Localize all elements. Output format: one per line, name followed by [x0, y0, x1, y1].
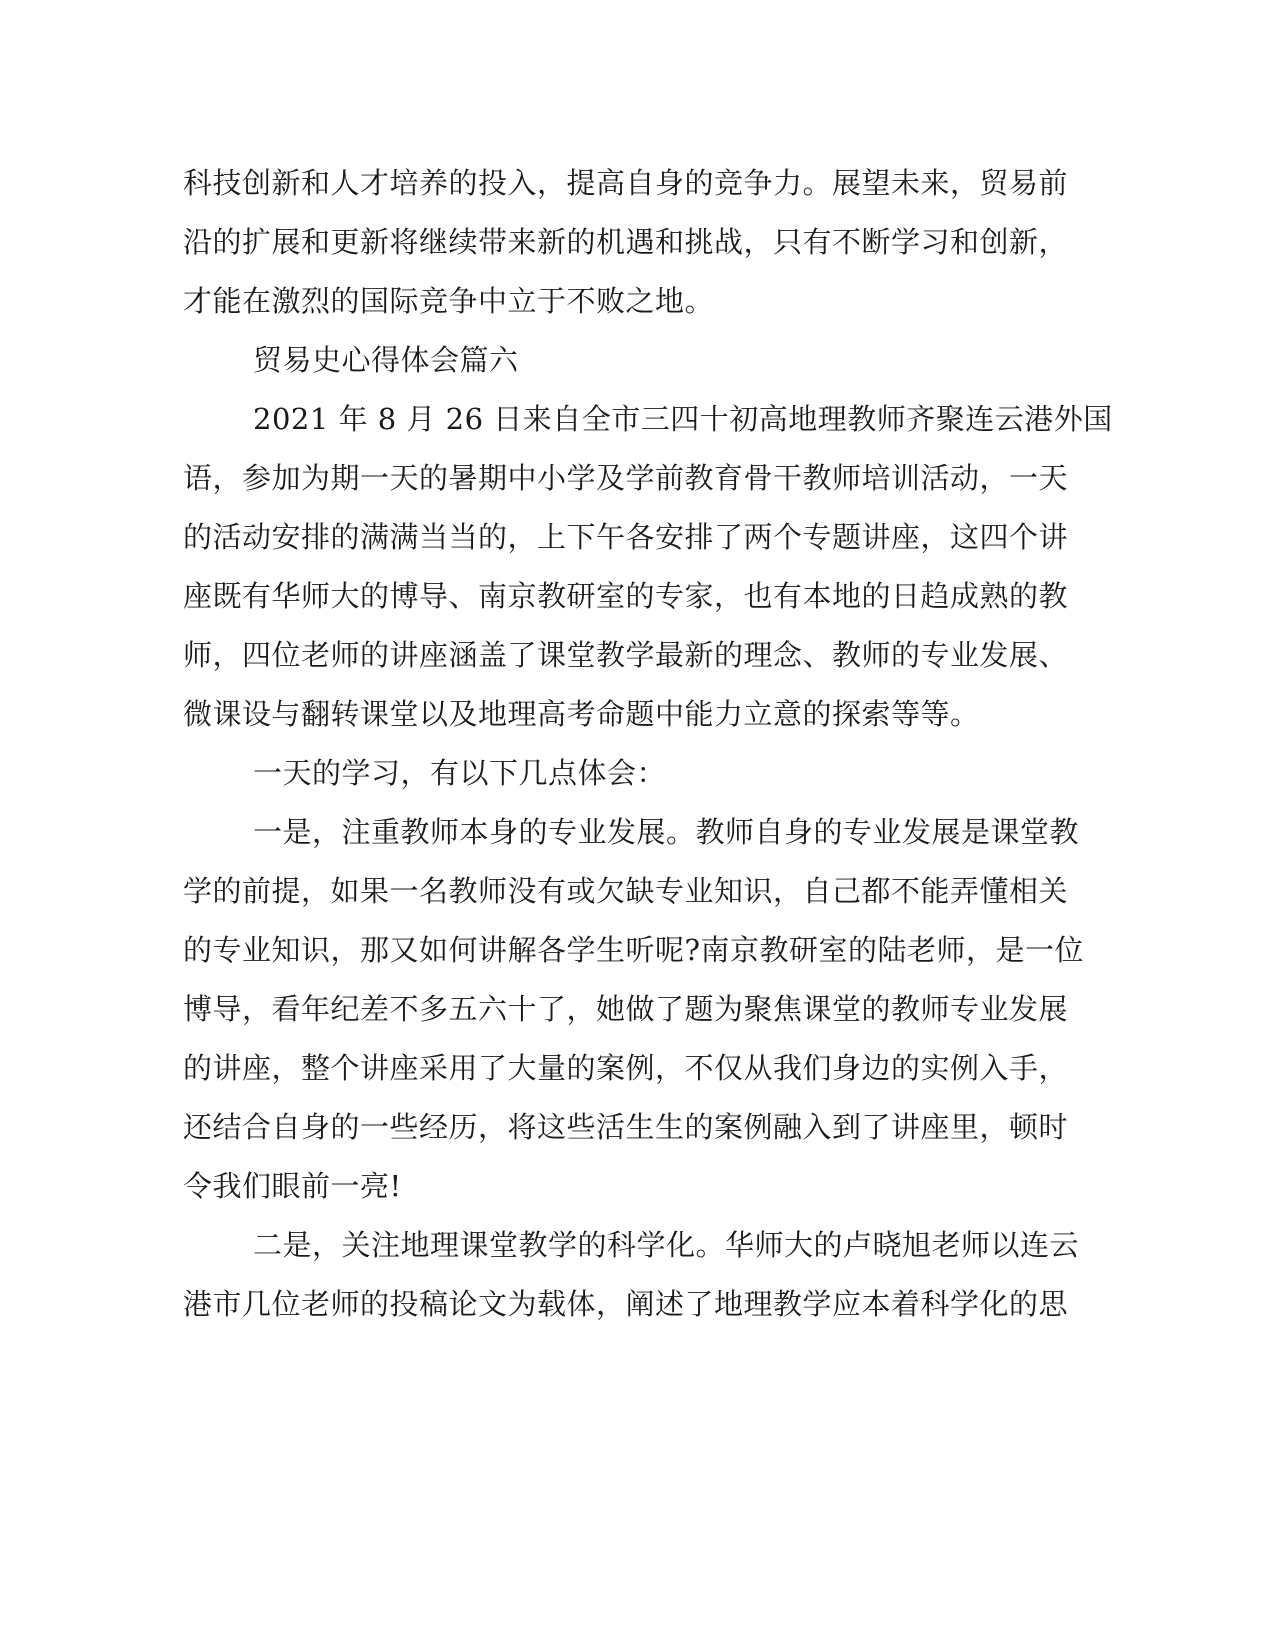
- text-line: 2021 年 8 月 26 日来自全市三四十初高地理教师齐聚连云港外国: [253, 402, 1113, 436]
- section-heading: [183, 335, 1063, 394]
- text-line: 的活动安排的满满当当的，上下午各安排了两个专题讲座，这四个讲: [183, 520, 1069, 554]
- text-line: 语，参加为期一天的暑期中小学及学前教育骨干教师培训活动，一天: [183, 461, 1069, 495]
- text-line: 一天的学习，有以下几点体会：: [253, 756, 667, 790]
- text-line: 二是，关注地理课堂教学的科学化。华师大的卢晓旭老师以连云: [253, 1228, 1080, 1262]
- text-line: 沿的扩展和更新将继续带来新的机遇和挑战，只有不断学习和创新，: [183, 225, 1069, 259]
- heading-text: 贸易史心得体会篇六: [253, 343, 519, 377]
- text-line: 科技创新和人才培养的投入，提高自身的竞争力。展望未来，贸易前: [183, 166, 1069, 200]
- text-line: 还结合自身的一些经历，将这些活生生的案例融入到了讲座里，顿时: [183, 1110, 1069, 1144]
- paragraph-training-event: [183, 394, 1113, 748]
- text-line: 的专业知识，那又如何讲解各学生听呢?南京教研室的陆老师，是一位: [183, 933, 1085, 967]
- paragraph-trade-outlook: [183, 158, 1069, 335]
- paragraph-point-one: [183, 807, 1085, 1220]
- text-line: 博导，看年纪差不多五六十了，她做了题为聚焦课堂的教师专业发展: [183, 992, 1069, 1026]
- document-body: [183, 158, 1113, 1338]
- text-line: 座既有华师大的博导、南京教研室的专家，也有本地的日趋成熟的教: [183, 579, 1069, 613]
- text-line: 才能在激烈的国际竞争中立于不败之地。: [183, 284, 715, 318]
- text-line: 港市几位老师的投稿论文为载体，阐述了地理教学应本着科学化的思: [183, 1287, 1069, 1321]
- text-line: 的讲座，整个讲座采用了大量的案例，不仅从我们身边的实例入手，: [183, 1051, 1069, 1085]
- paragraph-summary-intro: [183, 748, 1063, 807]
- text-line: 令我们眼前一亮!: [183, 1169, 402, 1203]
- paragraph-point-two: [183, 1220, 1080, 1338]
- text-line: 学的前提，如果一名教师没有或欠缺专业知识，自己都不能弄懂相关: [183, 874, 1069, 908]
- text-line: 微课设与翻转课堂以及地理高考命题中能力立意的探索等等。: [183, 697, 980, 731]
- text-line: 一是，注重教师本身的专业发展。教师自身的专业发展是课堂教: [253, 815, 1080, 849]
- text-line: 师，四位老师的讲座涵盖了课堂教学最新的理念、教师的专业发展、: [183, 638, 1069, 672]
